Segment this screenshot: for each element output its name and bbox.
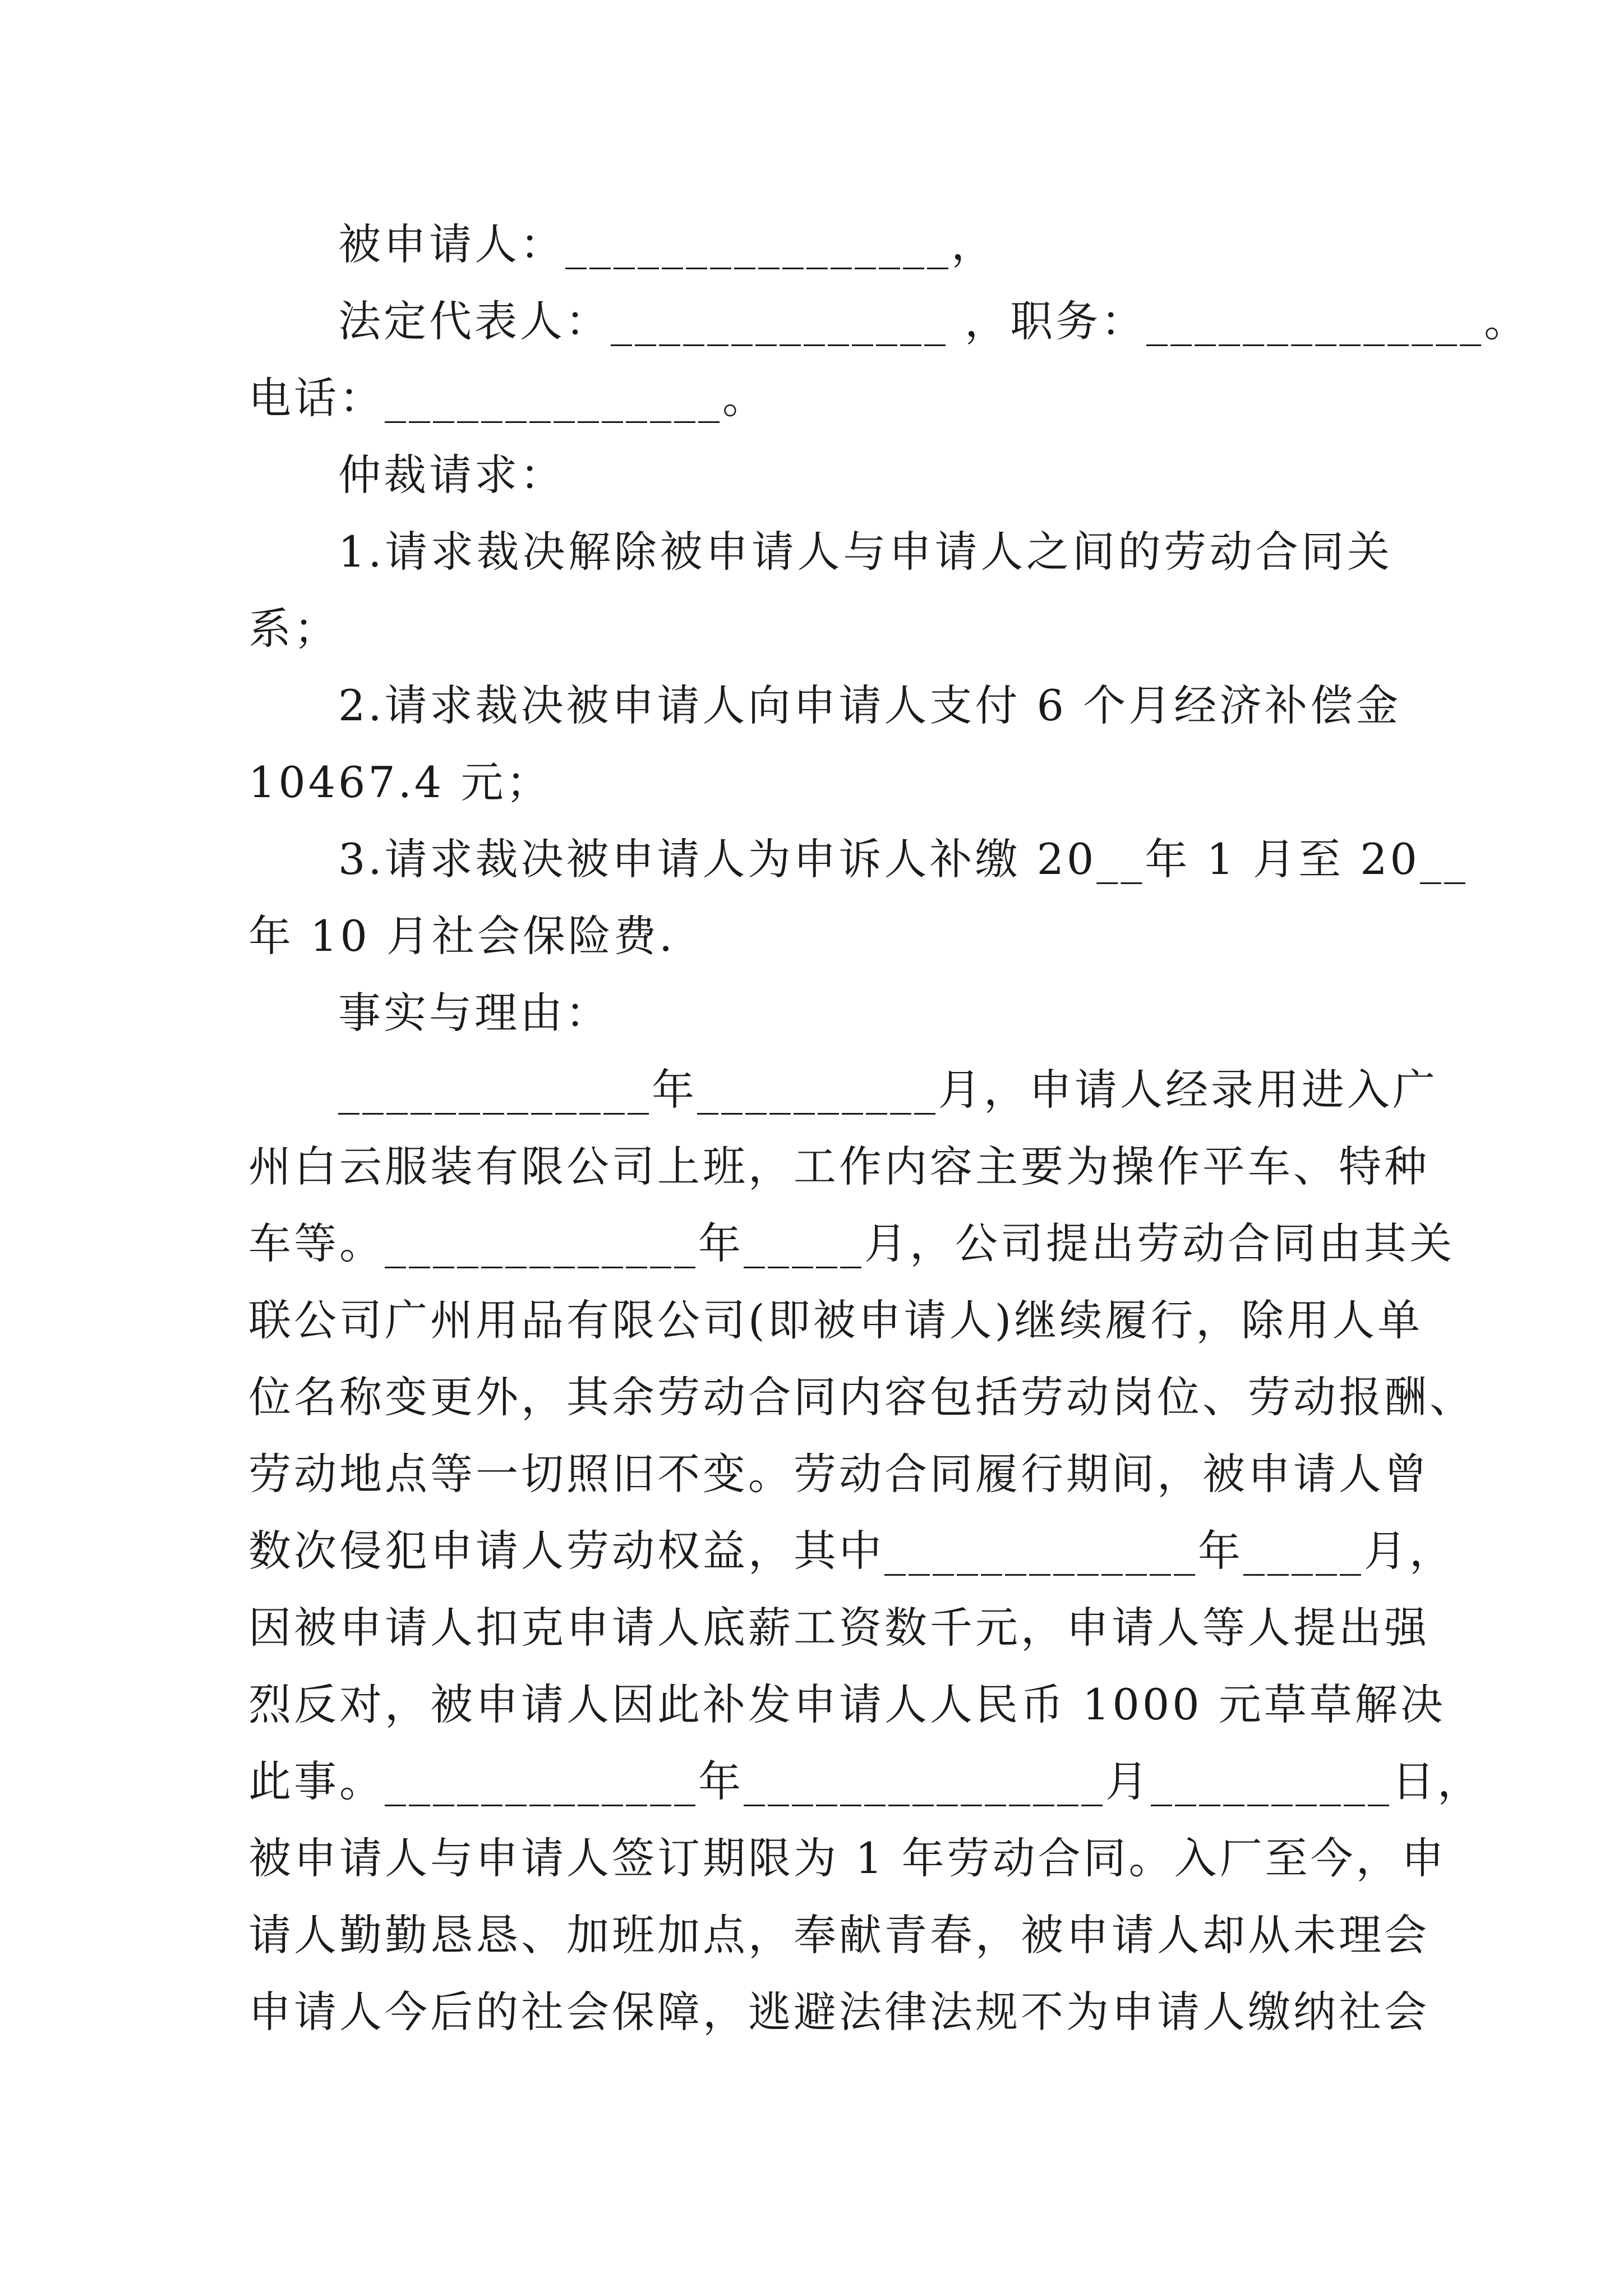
facts-paragraph-line: 因被申请人扣克申请人底薪工资数千元，申请人等人提出强 — [248, 1603, 1430, 1653]
claim-3-line-2: 年 10 月社会保险费. — [248, 911, 676, 961]
facts-heading: 事实与理由： — [338, 988, 611, 1038]
claim-3-line-1: 3.请求裁决被申请人为申诉人补缴 20__年 1 月至 20__ — [338, 834, 1468, 884]
facts-paragraph-line: 联公司广州用品有限公司(即被申请人)继续履行，除用人单 — [248, 1295, 1423, 1345]
claim-1-line-1: 1.请求裁决解除被申请人与申请人之间的劳动合同关 — [338, 527, 1393, 577]
claim-2-line-1: 2.请求裁决被申请人向申请人支付 6 个月经济补偿金 — [338, 680, 1401, 730]
facts-paragraph-line: 此事。_____________年_______________月__________日， — [248, 1756, 1483, 1806]
facts-paragraph-line: 劳动地点等一切照旧不变。劳动合同履行期间，被申请人曾 — [248, 1449, 1430, 1499]
claim-2-line-2: 10467.4 元； — [248, 757, 552, 807]
claims-heading: 仲裁请求： — [338, 450, 565, 500]
facts-paragraph-line: 被申请人与申请人签订期限为 1 年劳动合同。入厂至今，申 — [248, 1833, 1447, 1883]
facts-paragraph-line: 州白云服装有限公司上班，工作内容主要为操作平车、特种 — [248, 1142, 1430, 1191]
respondent-line: 被申请人：________________， — [338, 219, 997, 269]
phone-line: 电话：______________。 — [248, 373, 768, 423]
facts-paragraph-line: _____________年__________月，申请人经录用进入广 — [338, 1065, 1438, 1115]
facts-paragraph-line: 数次侵犯申请人劳动权益，其中_____________年_____月， — [248, 1526, 1455, 1576]
facts-paragraph-line: 车等。_____________年_____月，公司提出劳动合同由其关 — [248, 1218, 1455, 1268]
facts-paragraph-line: 请人勤勤恳恳、加班加点，奉献青春，被申请人却从未理会 — [248, 1910, 1430, 1960]
facts-paragraph-line: 烈反对，被申请人因此补发申请人人民币 1000 元草草解决 — [248, 1680, 1446, 1729]
claim-1-line-2: 系； — [248, 604, 339, 654]
facts-paragraph-line: 位名称变更外，其余劳动合同内容包括劳动岗位、劳动报酬、 — [248, 1372, 1475, 1422]
facts-paragraph-line: 申请人今后的社会保障，逃避法律法规不为申请人缴纳社会 — [248, 1987, 1430, 2037]
legal-representative-line: 法定代表人：______________ ，职务：______________。 — [338, 296, 1530, 346]
